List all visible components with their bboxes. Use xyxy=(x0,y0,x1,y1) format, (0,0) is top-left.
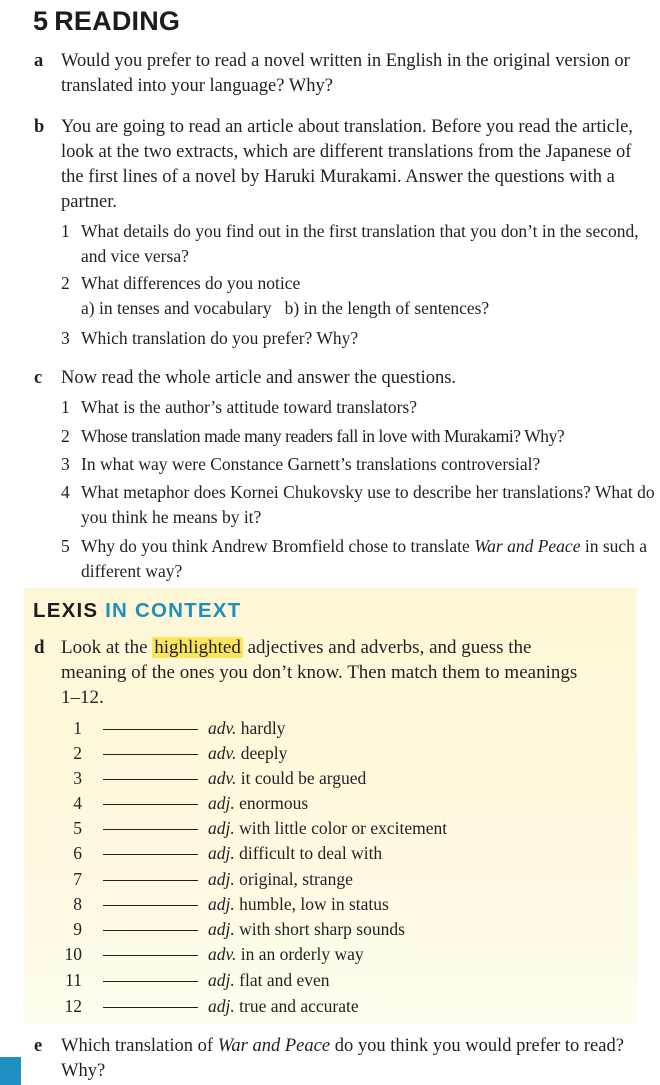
item-number: 3 xyxy=(61,454,70,474)
item-text: In what way were Constance Garnett’s translations controversial? xyxy=(81,454,541,474)
item-text-after: in such a different way? xyxy=(81,536,648,581)
question-text-before: Which translation of xyxy=(61,1036,214,1056)
question-b-item-1 xyxy=(61,219,657,269)
question-text: Would you prefer to read a novel written in English in the original version or translated into your language? Why? xyxy=(61,51,630,96)
row-number: 8 xyxy=(73,894,82,914)
row-definition xyxy=(208,816,447,841)
row-number: 1 xyxy=(73,718,82,738)
highlighted-word: highlighted xyxy=(154,637,241,658)
part-of-speech: adj. xyxy=(208,970,235,990)
section-title xyxy=(33,6,180,37)
part-of-speech: adj. xyxy=(208,843,235,863)
item-number: 4 xyxy=(61,482,70,502)
question-c-item-1 xyxy=(61,395,657,420)
item-text: Whose translation made many readers fall in love with Murakami? Why? xyxy=(81,426,565,446)
row-number: 2 xyxy=(73,743,82,763)
definition-text: in an orderly way xyxy=(240,944,364,964)
row-definition xyxy=(208,994,359,1019)
row-definition xyxy=(208,968,330,993)
section-title-text: READING xyxy=(54,6,181,36)
row-definition xyxy=(208,741,287,766)
book-title: War and Peace xyxy=(217,1036,331,1056)
definition-text: enormous xyxy=(239,793,309,813)
definition-text: humble, low in status xyxy=(239,894,389,914)
item-text-before: Why do you think Andrew Bromfield chose to translate xyxy=(81,536,470,556)
answer-blank[interactable] xyxy=(103,779,198,780)
matching-row xyxy=(0,942,660,967)
question-text: Now read the whole article and answer the questions. xyxy=(61,368,457,388)
row-definition xyxy=(208,942,364,967)
matching-row xyxy=(0,968,660,993)
row-number: 7 xyxy=(73,869,82,889)
row-number: 9 xyxy=(73,919,82,939)
answer-blank[interactable] xyxy=(103,880,198,881)
question-c-item-3 xyxy=(61,452,657,477)
item-text-line2: a) in tenses and vocabulary b) in the length of sentences? xyxy=(81,298,490,318)
answer-blank[interactable] xyxy=(103,981,198,982)
question-text-after: do you think you would prefer to read? Why? xyxy=(61,1036,624,1081)
part-of-speech: adj. xyxy=(208,818,235,838)
question-letter: b xyxy=(34,117,45,137)
definition-text: hardly xyxy=(240,718,286,738)
lexis-heading-word1: LEXIS xyxy=(33,599,99,622)
part-of-speech: adv. xyxy=(208,743,237,763)
definition-text: true and accurate xyxy=(239,996,359,1016)
row-definition xyxy=(208,716,285,741)
definition-text: with little color or excitement xyxy=(239,818,448,838)
matching-row xyxy=(0,892,660,917)
item-number: 2 xyxy=(61,426,70,446)
row-definition xyxy=(208,766,366,791)
row-definition xyxy=(208,892,389,917)
matching-row xyxy=(0,841,660,866)
answer-blank[interactable] xyxy=(103,955,198,956)
definition-text: difficult to deal with xyxy=(239,843,383,863)
question-e xyxy=(34,1034,656,1084)
matching-row xyxy=(0,917,660,942)
item-text: What is the author’s attitude toward translators? xyxy=(81,397,417,417)
lexis-heading-word2: IN CONTEXT xyxy=(105,599,242,622)
answer-blank[interactable] xyxy=(103,1007,198,1008)
item-text: Which translation do you prefer? Why? xyxy=(81,328,359,348)
matching-row xyxy=(0,741,660,766)
answer-blank[interactable] xyxy=(103,829,198,830)
item-text: What details do you find out in the first translation that you don’t in the second, and vice versa? xyxy=(81,221,639,266)
definition-text: original, strange xyxy=(239,869,353,889)
part-of-speech: adj. xyxy=(208,919,235,939)
answer-blank[interactable] xyxy=(103,804,198,805)
item-text: What differences do you notice xyxy=(81,273,301,293)
question-text xyxy=(61,1034,656,1084)
definition-text: deeply xyxy=(240,743,288,763)
item-number: 3 xyxy=(61,328,70,348)
matching-row xyxy=(0,994,660,1019)
answer-blank[interactable] xyxy=(103,930,198,931)
question-b-item-2 xyxy=(61,271,657,321)
question-b-item-3 xyxy=(61,326,657,351)
matching-row xyxy=(0,791,660,816)
part-of-speech: adj. xyxy=(208,894,235,914)
question-c-item-2 xyxy=(61,424,657,449)
row-definition xyxy=(208,867,353,892)
question-letter: a xyxy=(34,51,44,71)
item-text xyxy=(81,534,657,584)
matching-row xyxy=(0,766,660,791)
question-text: You are going to read an article about translation. Before you read the article, look at the two extracts, which are different translations from the Japanese of the first lines of a novel by Haruki Murakami. Answer the questions with a partner. xyxy=(61,117,633,212)
answer-blank[interactable] xyxy=(103,905,198,906)
row-number: 11 xyxy=(65,970,82,990)
matching-row xyxy=(0,867,660,892)
question-d xyxy=(34,635,656,710)
question-text-before: Look at the xyxy=(61,637,148,658)
question-letter: e xyxy=(34,1036,43,1056)
definition-text: flat and even xyxy=(239,970,330,990)
row-number: 10 xyxy=(64,944,82,964)
question-letter: d xyxy=(34,637,45,658)
row-number: 12 xyxy=(64,996,82,1016)
page-edge-tab xyxy=(0,1057,21,1085)
question-b xyxy=(34,115,656,215)
question-c-item-4 xyxy=(61,480,657,530)
item-number: 1 xyxy=(61,397,70,417)
answer-blank[interactable] xyxy=(103,754,198,755)
answer-blank[interactable] xyxy=(103,729,198,730)
question-c xyxy=(34,366,656,391)
row-number: 6 xyxy=(73,843,82,863)
matching-row xyxy=(0,716,660,741)
row-number: 5 xyxy=(73,818,82,838)
part-of-speech: adv. xyxy=(208,718,237,738)
matching-row xyxy=(0,816,660,841)
part-of-speech: adj. xyxy=(208,793,235,813)
item-number: 1 xyxy=(61,221,70,241)
item-number: 5 xyxy=(61,536,70,556)
part-of-speech: adj. xyxy=(208,996,235,1016)
question-text xyxy=(61,635,656,710)
answer-blank[interactable] xyxy=(103,854,198,855)
part-of-speech: adv. xyxy=(208,768,237,788)
question-c-item-5 xyxy=(61,534,657,584)
lexis-heading xyxy=(33,599,241,623)
definition-text: with short sharp sounds xyxy=(239,919,405,939)
item-number: 2 xyxy=(61,273,70,293)
part-of-speech: adv. xyxy=(208,944,237,964)
row-definition xyxy=(208,841,382,866)
book-title: War and Peace xyxy=(474,536,581,556)
question-text-after: adjectives and adverbs, and guess the meaning of the ones you don’t know. Then match them to meanings 1–12. xyxy=(61,637,578,708)
row-definition xyxy=(208,791,308,816)
question-letter: c xyxy=(34,368,43,388)
definition-text: it could be argued xyxy=(240,768,367,788)
row-definition xyxy=(208,917,405,942)
row-number: 4 xyxy=(73,793,82,813)
question-a xyxy=(34,49,656,99)
item-text: What metaphor does Kornei Chukovsky use to describe her translations? What do you think he means by it? xyxy=(81,482,655,527)
section-number: 5 xyxy=(33,6,49,36)
part-of-speech: adj. xyxy=(208,869,235,889)
row-number: 3 xyxy=(73,768,82,788)
